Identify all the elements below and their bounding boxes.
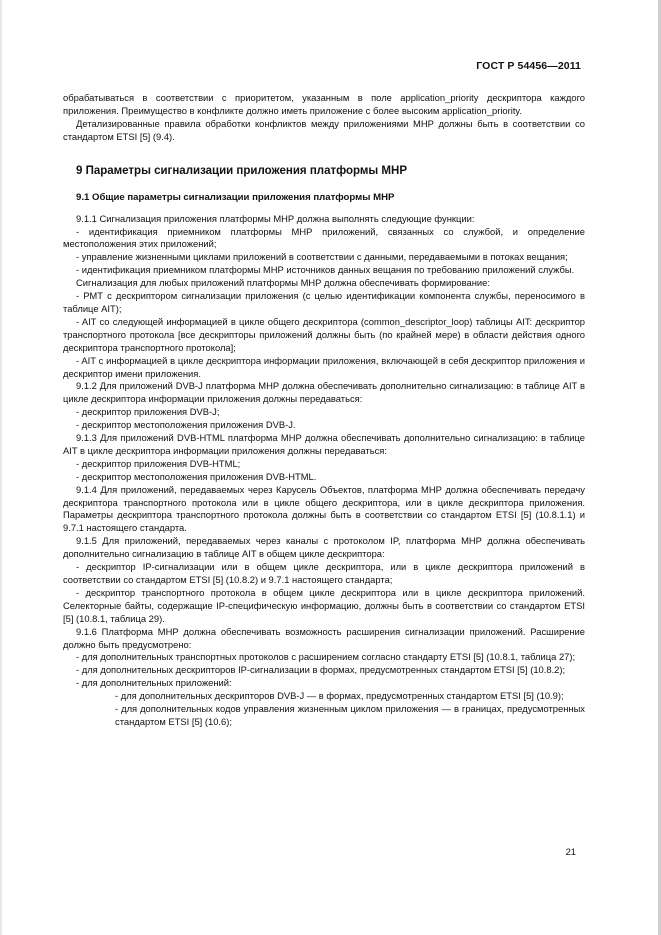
list-item: - для дополнительных дескрипторов IP-сигнализации в формах, предусмотренных стандартом ETSI [5] (10.8.2); <box>76 664 566 676</box>
list-item: - для дополнительных транспортных протоколов с расширением согласно стандарту ETSI [5] (10.8.1, таблица 27); <box>76 651 576 663</box>
subsection-heading: 9.1 Общие параметры сигнализации приложения платформы МНР <box>76 191 395 203</box>
paragraph: обрабатываться в соответствии с приоритетом, указанным в поле application_priority дескриптора каждого приложения. Преимущество в конфликте должно иметь приложение с более высоким application_priority. <box>63 92 585 116</box>
list-dash: - <box>115 690 119 702</box>
section-heading: 9 Параметры сигнализации приложения платформы МНР <box>76 164 407 177</box>
paragraph: 9.1.4 Для приложений, передаваемых через Карусель Объектов, платформа МНР должна обеспечивать передачу дескриптора транспортного протокола или в цикле общего дескриптора, или в цикле дескриптора приложения. Параметры дескриптора транспортного протокола должны быть в соответствии со стандартом ETSI [5] (10.8.1.1) и 9.7.1 настоящего стандарта. <box>63 483 585 534</box>
list-item: - AIT со следующей информацией в цикле общего дескриптора (common_descriptor_loop) таблицы AIT: дескриптор транспортного протокола [все дескрипторы приложений должны быть (по крайней мере) в области действия одного дескриптора транспортного протокола]; <box>63 315 585 353</box>
list-item: - дескриптор приложения DVB-J; <box>76 406 220 418</box>
list-item: - дескриптор местоположения приложения DVB-HTML. <box>76 470 317 482</box>
list-item: - дескриптор приложения DVB-HTML; <box>76 457 241 469</box>
paragraph: Сигнализация для любых приложений платформы МНР должна обеспечивать формирование: <box>76 277 490 289</box>
list-text: для дополнительных кодов управления жизненным циклом приложения — в границах, предусмотренных стандартом ETSI [5] (10.6); <box>115 703 585 727</box>
nested-list-item <box>63 690 585 703</box>
list-item: - РМТ с дескриптором сигнализации приложения (с целью идентификации компонента службы, переносимого в таблице AIT); <box>63 290 585 314</box>
list-item: - идентификация приемником платформы МНР источников данных вещания по требованию приложений службы. <box>76 264 575 276</box>
list-item: - для дополнительных приложений: <box>76 677 232 689</box>
list-item: - дескриптор транспортного протокола в общем цикле дескриптора или в цикле дескриптора приложений. Селекторные байты, содержащие IP-специфическую информацию, должны быть в соответствии со стандартом ETSI [5] (10.8.1, таблица 29). <box>63 586 585 624</box>
list-item: - управление жизненными циклами приложений в соответствии с данными, передаваемыми в потоках вещания; <box>76 251 568 263</box>
paragraph: 9.1.6 Платформа МНР должна обеспечивать возможность расширения сигнализации приложений. Расширение должно быть предусмотрено: <box>63 625 585 650</box>
paragraph: 9.1.1 Сигнализация приложения платформы МНР должна выполнять следующие функции: <box>76 212 475 224</box>
list-item: - идентификация приемником платформы МНР приложений, связанных со службой, и определение местоположения этих приложений; <box>63 225 585 250</box>
page-number: 21 <box>565 846 576 857</box>
list-item: - AIT с информацией в цикле дескриптора информации приложения, включающей в себя дескриптор приложения и дескриптор имени приложения. <box>63 354 585 379</box>
nested-list-item <box>63 703 585 729</box>
paragraph: 9.1.2 Для приложений DVB-J платформа МНР должна обеспечивать дополнительно сигнализацию: в таблице AIT в цикле дескриптора информации приложения должны передаваться: <box>63 380 585 405</box>
document-code-header: ГОСТ Р 54456—2011 <box>476 60 581 72</box>
list-text: для дополнительных дескрипторов DVB-J — в формах, предусмотренных стандартом ETSI [5] (10.9); <box>118 690 564 702</box>
paragraph: 9.1.3 Для приложений DVB-HTML платформа МНР должна обеспечивать дополнительно сигнализацию: в таблице AIT в цикле дескриптора информации приложения должны передаваться: <box>63 432 585 456</box>
paragraph: Детализированные правила обработки конфликтов между приложениями МНР должны быть в соответствии со стандартом ETSI [5] (9.4). <box>63 117 585 142</box>
document-body <box>63 92 585 729</box>
list-item: - дескриптор местоположения приложения DVB-J. <box>76 419 296 431</box>
list-item: - дескриптор IP-сигнализации или в общем цикле дескриптора, или в цикле дескриптора приложений в соответствии со стандартом ETSI [5] (10.8.2) и 9.7.1 настоящего стандарта; <box>63 561 585 585</box>
paragraph: 9.1.5 Для приложений, передаваемых через каналы с протоколом IP, платформа МНР должна обеспечивать дополнительно сигнализацию в таблице AIT в общем цикле дескриптора: <box>63 535 585 560</box>
list-dash: - <box>115 703 119 715</box>
